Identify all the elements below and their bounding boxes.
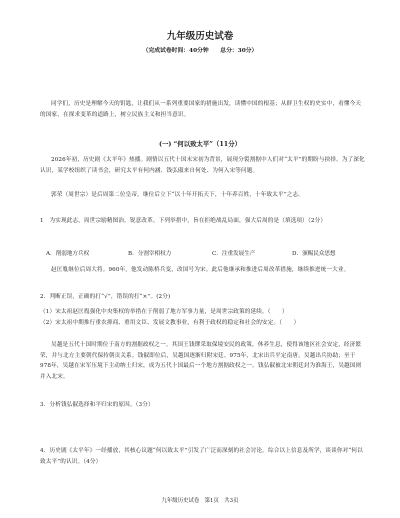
option-a: A．削弱地方兵权 — [46, 251, 90, 257]
intro-paragraph: 同学们，历史是理解今天的钥匙，让我们从一系列重要国家的措施出发，读懂中国的根基；从群卫生权的史实中，看懂今天的国家，在探求变革的道路上，树立民族主义和担当意识。 — [40, 101, 362, 118]
question-2: 2．判断正误，正确的打“√”，错误的打“×”。(2分) — [40, 294, 171, 300]
question-4: 4．历史剧《太平年》一经播放，其核心议题“何以致太平”引发了广泛而深刻的社会讨论。综合以上信息及所学，谈谈你对“何以致太平”的认识。（4分） — [40, 448, 363, 465]
material-paragraph-1: 2026年初，历史剧《太平年》热播。剧情以五代十国末宋初为背景，展现分裂割据中人们对“太平”的期盼与抉择。为了深化认识，某学校组织了读书会，研究太平有何内涵、钱弘俶来自何处、为何入宋等问题。 — [40, 157, 365, 174]
question-3: 3．分析钱弘俶选择和平归宋的原因。（3分） — [40, 402, 154, 408]
page-footer: 九年级历史试卷 第1页 共3页 — [161, 498, 239, 504]
material-paragraph-2: 郭荣（周世宗）是后周第二位皇帝，继位后立下“以十年开拓天下，十年养百姓，十年致太平”之志。 — [51, 192, 305, 198]
material-paragraph-4: 吴越是五代十国时期位于南方的割据政权之一。其国王钱镠采取保境安民的政策，休养生息，使得该地区社会安定，经济繁荣，并与北方主要朝代保持朝贡关系。钱俶即位后，吴越国逐渐归附宋廷。975年，北宋出兵平定南唐，吴越出兵协助；至于978年，吴越在宋军压境下主动纳土归宋，成为五代十国最后一个地方割据政权之一，钱弘俶被北宋朝廷封为淮海王，吴越国则并入北宋。 — [40, 342, 362, 380]
material-paragraph-3: 赵匡胤继位后周大将。960年，他发动陈桥兵变，改国号为宋。此后他继承和推进后周改革措施，继续推进统一大业。 — [51, 267, 350, 273]
option-b: B．分割宰相权力 — [128, 251, 172, 257]
exam-title: 九年级历史试卷 — [166, 31, 234, 42]
section-title: (一) “何以致太平”（11分） — [158, 140, 242, 148]
question-2-item-1: （1）宋太祖赵匡胤强化中央集权的举措在于削弱了地方军事力量，是周世宗政策的延续。（ ） — [40, 309, 288, 315]
question-1: 1 为实现此志，周世宗励精图治，锐意改革。下列举措中，旨在拒绝战乱局面，强大后周的是（填选项）（2分） — [40, 218, 327, 224]
question-2-item-2: （2）宋太祖中期推行重农抑商、重用文臣、发展文教事业，有利于政权的稳定和社会的安定。（ ） — [40, 320, 300, 326]
option-d: D．颁赐民众思想 — [292, 251, 336, 257]
exam-subtitle: （完成试卷时间：40分钟 总分：30分） — [142, 48, 258, 54]
option-c: C．注重发展生产 — [212, 251, 256, 257]
